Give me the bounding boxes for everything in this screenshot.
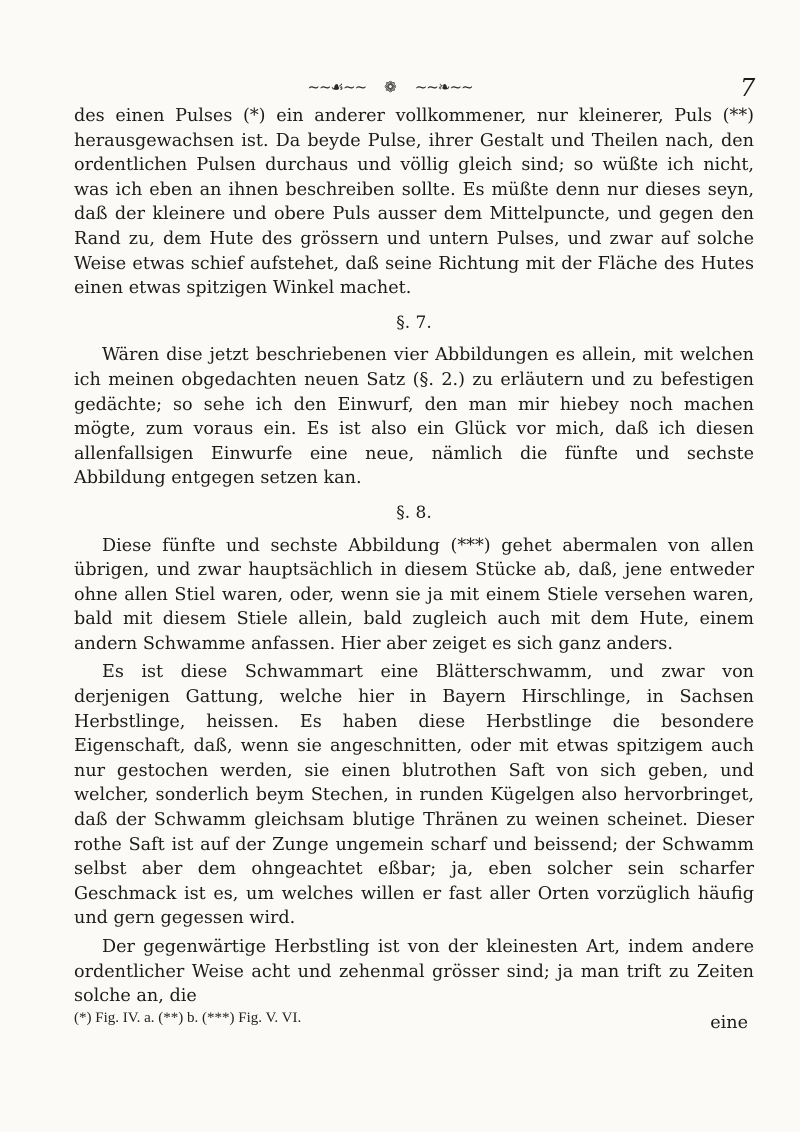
paragraph-3: Diese fünfte und sechste Abbildung (***) gehet abermalen von allen übrigen, und zwar hauptsächlich in diesem Stücke ab, daß, jene entweder ohne allen Stiel waren, oder, wenn sie ja mit einem Stiele versehen waren, bald mit diesem Stiele allein, bald zugleich auch mit dem Hute, einem andern Schwamme anfassen. Hier aber zeiget es sich ganz anders. xyxy=(74,535,754,654)
page-number: 7 xyxy=(740,74,756,102)
paragraph-5: Der gegenwärtige Herbstling ist von der kleinesten Art, indem andere ordentlicher Weise acht und zehenmal grösser sind; ja man trift zu Zeiten solche an, die xyxy=(74,937,754,1007)
body-text xyxy=(74,104,754,1035)
flower-icon: ❁ xyxy=(384,78,397,96)
paragraph-4: Es ist diese Schwammart eine Blätterschwamm, und zwar von derjenigen Gattung, welche hier in Bayern Hirschlinge, in Sachsen Herbstlinge, heissen. Es haben diese Herbstlinge die besondere Eigenschaft, daß, wenn sie angeschnitten, oder mit etwas spitzigem auch nur gestochen werden, sie einen blutrothen Saft von sich geben, und welcher, sonderlich beym Stechen, in runden Kügelgen also hervorbringet, daß der Schwamm gleichsam blutige Thränen zu weinen scheinet. Dieser rothe Saft ist auf der Zunge ungemein scharf und beissend; der Schwamm selbst aber dem ohngeachtet eßbar; ja, eben solcher sein scharfer Geschmack ist es, um welches willen er fast aller Orten vorzüglich häufig und gern gegessen wird. xyxy=(74,662,754,929)
catchword: eine xyxy=(710,1012,748,1033)
header-ornament xyxy=(300,76,480,98)
flourish-left-icon: ~~☙~~ xyxy=(307,78,367,96)
section-heading-8: §. 8. xyxy=(396,502,432,523)
section-heading-7: §. 7. xyxy=(396,312,432,333)
paragraph-2: Wären dise jetzt beschriebenen vier Abbildungen es allein, mit welchen ich meinen obgedachten neuen Satz (§. 2.) zu erläutern und zu befestigen gedächte; so sehe ich den Einwurf, den man mir hiebey noch machen mögte, zum voraus ein. Es ist also ein Glück vor mich, daß ich diesen allenfallsigen Einwurfe eine neue, nämlich die fünfte und sechste Abbildung entgegen setzen kan. xyxy=(74,345,754,489)
flourish-right-icon: ~~❧~~ xyxy=(414,78,473,96)
footnote: (*) Fig. IV. a. (**) b. (***) Fig. V. VI. xyxy=(74,1010,302,1026)
paragraph-1: des einen Pulses (*) ein anderer vollkommener, nur kleinerer, Puls (**) herausgewachsen ist. Da beyde Pulse, ihrer Gestalt und Theilen nach, den ordentlichen Pulsen durchaus und völlig gleich sind; so wüßte ich nicht, was ich eben an ihnen beschreiben sollte. Es müßte denn nur dieses seyn, daß der kleinere und obere Puls ausser dem Mittelpuncte, und gegen den Rand zu, dem Hute des grössern und untern Pulses, und zwar auf solche Weise etwas schief aufstehet, daß seine Richtung mit der Fläche des Hutes einen etwas spitzigen Winkel machet. xyxy=(74,106,754,299)
